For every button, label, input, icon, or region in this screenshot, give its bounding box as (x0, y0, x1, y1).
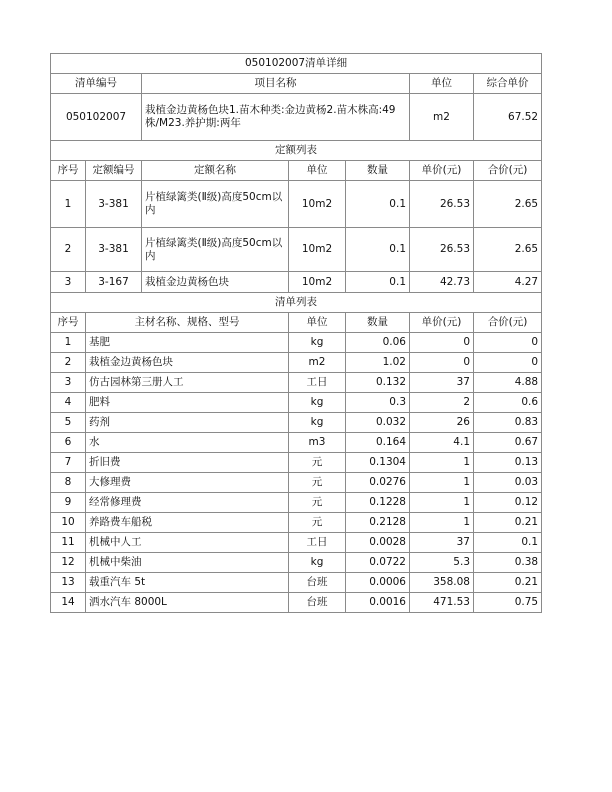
column-header: 序号 (51, 313, 86, 333)
material-price: 0 (410, 333, 474, 353)
material-unit: 元 (289, 453, 346, 473)
quota-code: 3-167 (86, 272, 142, 293)
material-unit: m3 (289, 433, 346, 453)
quota-code: 3-381 (86, 228, 142, 272)
quota-total: 4.27 (474, 272, 542, 293)
row-number: 3 (51, 272, 86, 293)
material-unit: 台班 (289, 573, 346, 593)
quota-row (51, 228, 542, 272)
row-number: 2 (51, 353, 86, 373)
quota-price: 26.53 (410, 181, 474, 228)
material-total: 0.13 (474, 453, 542, 473)
row-number: 9 (51, 493, 86, 513)
price-header: 综合单价 (474, 74, 542, 94)
quota-unit: 10m2 (289, 228, 346, 272)
material-price: 1 (410, 493, 474, 513)
item-code: 050102007 (51, 94, 142, 141)
material-row (51, 473, 542, 493)
material-name: 机械中柴油 (86, 553, 289, 573)
material-total: 0.21 (474, 513, 542, 533)
material-row (51, 513, 542, 533)
row-number: 1 (51, 333, 86, 353)
column-header: 单价(元) (410, 313, 474, 333)
unit-header: 单位 (410, 74, 474, 94)
material-qty: 0.0016 (346, 593, 410, 613)
quota-price: 42.73 (410, 272, 474, 293)
quota-unit: 10m2 (289, 272, 346, 293)
material-name: 药剂 (86, 413, 289, 433)
material-name: 机械中人工 (86, 533, 289, 553)
material-row (51, 353, 542, 373)
material-name: 大修理费 (86, 473, 289, 493)
material-name: 肥料 (86, 393, 289, 413)
material-section-title-row (51, 293, 542, 313)
quota-name: 栽植金边黄杨色块 (142, 272, 289, 293)
quota-row (51, 181, 542, 228)
material-qty: 0.032 (346, 413, 410, 433)
material-qty: 0.0006 (346, 573, 410, 593)
material-total: 0.38 (474, 553, 542, 573)
material-qty: 0.132 (346, 373, 410, 393)
column-header: 数量 (346, 313, 410, 333)
material-qty: 0.0276 (346, 473, 410, 493)
material-qty: 0.164 (346, 433, 410, 453)
item-unit: m2 (410, 94, 474, 141)
material-price: 2 (410, 393, 474, 413)
code-header: 清单编号 (51, 74, 142, 94)
material-unit: 元 (289, 513, 346, 533)
material-total: 0.67 (474, 433, 542, 453)
material-row (51, 373, 542, 393)
quota-total: 2.65 (474, 228, 542, 272)
material-header-row (51, 313, 542, 333)
material-price: 1 (410, 513, 474, 533)
material-name: 折旧费 (86, 453, 289, 473)
row-number: 10 (51, 513, 86, 533)
row-number: 1 (51, 181, 86, 228)
row-number: 11 (51, 533, 86, 553)
material-total: 0.21 (474, 573, 542, 593)
material-price: 1 (410, 473, 474, 493)
name-header: 项目名称 (142, 74, 410, 94)
material-name: 仿古园林第三册人工 (86, 373, 289, 393)
quota-code: 3-381 (86, 181, 142, 228)
material-price: 5.3 (410, 553, 474, 573)
material-row (51, 493, 542, 513)
material-row (51, 573, 542, 593)
material-row (51, 453, 542, 473)
material-qty: 0.1304 (346, 453, 410, 473)
title-row (51, 54, 542, 74)
item-header-row (51, 74, 542, 94)
material-total: 0.1 (474, 533, 542, 553)
page-title: 050102007清单详细 (51, 54, 542, 74)
material-qty: 0.0722 (346, 553, 410, 573)
row-number: 12 (51, 553, 86, 573)
material-total: 0.12 (474, 493, 542, 513)
material-qty: 0.3 (346, 393, 410, 413)
material-unit: 台班 (289, 593, 346, 613)
quota-unit: 10m2 (289, 181, 346, 228)
material-total: 0.6 (474, 393, 542, 413)
material-price: 358.08 (410, 573, 474, 593)
material-name: 栽植金边黄杨色块 (86, 353, 289, 373)
material-price: 4.1 (410, 433, 474, 453)
material-unit: kg (289, 393, 346, 413)
material-total: 0 (474, 333, 542, 353)
material-unit: 元 (289, 493, 346, 513)
quota-section-title-row (51, 141, 542, 161)
row-number: 6 (51, 433, 86, 453)
material-total: 0.75 (474, 593, 542, 613)
column-header: 定额编号 (86, 161, 142, 181)
material-price: 1 (410, 453, 474, 473)
quota-name: 片植绿篱类(Ⅱ级)高度50cm以内 (142, 228, 289, 272)
row-number: 3 (51, 373, 86, 393)
quota-row (51, 272, 542, 293)
material-unit: kg (289, 333, 346, 353)
row-number: 13 (51, 573, 86, 593)
material-name: 基肥 (86, 333, 289, 353)
material-qty: 0.1228 (346, 493, 410, 513)
material-total: 0.03 (474, 473, 542, 493)
material-price: 37 (410, 373, 474, 393)
quota-total: 2.65 (474, 181, 542, 228)
material-unit: 元 (289, 473, 346, 493)
material-unit: kg (289, 553, 346, 573)
quota-section-title: 定额列表 (51, 141, 542, 161)
material-total: 4.88 (474, 373, 542, 393)
item-name: 栽植金边黄杨色块1.苗木种类:金边黄杨2.苗木株高:49株/M23.养护期:两年 (142, 94, 410, 141)
material-name: 水 (86, 433, 289, 453)
material-row (51, 413, 542, 433)
material-qty: 0.2128 (346, 513, 410, 533)
quota-name: 片植绿篱类(Ⅱ级)高度50cm以内 (142, 181, 289, 228)
material-row (51, 333, 542, 353)
material-price: 37 (410, 533, 474, 553)
row-number: 14 (51, 593, 86, 613)
material-qty: 0.0028 (346, 533, 410, 553)
row-number: 4 (51, 393, 86, 413)
quota-qty: 0.1 (346, 181, 410, 228)
material-row (51, 553, 542, 573)
row-number: 7 (51, 453, 86, 473)
column-header: 主材名称、规格、型号 (86, 313, 289, 333)
column-header: 定额名称 (142, 161, 289, 181)
bill-detail-table (50, 53, 542, 613)
item-row (51, 94, 542, 141)
material-row (51, 433, 542, 453)
material-price: 471.53 (410, 593, 474, 613)
material-price: 26 (410, 413, 474, 433)
material-unit: 工日 (289, 373, 346, 393)
material-unit: 工日 (289, 533, 346, 553)
column-header: 单价(元) (410, 161, 474, 181)
column-header: 合价(元) (474, 161, 542, 181)
material-qty: 1.02 (346, 353, 410, 373)
material-name: 洒水汽车 8000L (86, 593, 289, 613)
material-price: 0 (410, 353, 474, 373)
material-row (51, 593, 542, 613)
column-header: 单位 (289, 313, 346, 333)
material-row (51, 533, 542, 553)
row-number: 5 (51, 413, 86, 433)
material-qty: 0.06 (346, 333, 410, 353)
material-row (51, 393, 542, 413)
material-unit: kg (289, 413, 346, 433)
material-name: 载重汽车 5t (86, 573, 289, 593)
column-header: 合价(元) (474, 313, 542, 333)
material-total: 0.83 (474, 413, 542, 433)
quota-qty: 0.1 (346, 272, 410, 293)
material-total: 0 (474, 353, 542, 373)
item-price: 67.52 (474, 94, 542, 141)
row-number: 8 (51, 473, 86, 493)
quota-qty: 0.1 (346, 228, 410, 272)
column-header: 数量 (346, 161, 410, 181)
material-name: 养路费车船税 (86, 513, 289, 533)
material-rows (51, 333, 542, 613)
material-section-title: 清单列表 (51, 293, 542, 313)
material-name: 经常修理费 (86, 493, 289, 513)
quota-header-row (51, 161, 542, 181)
column-header: 单位 (289, 161, 346, 181)
material-unit: m2 (289, 353, 346, 373)
quota-price: 26.53 (410, 228, 474, 272)
column-header: 序号 (51, 161, 86, 181)
row-number: 2 (51, 228, 86, 272)
